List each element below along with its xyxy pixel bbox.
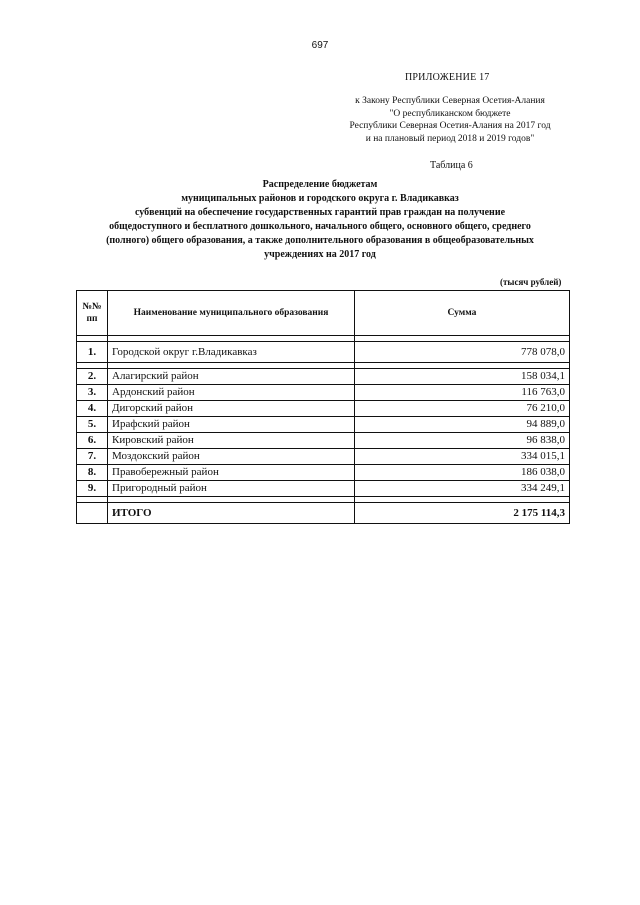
header-name: Наименование муниципального образования <box>108 291 355 336</box>
row-num: 5. <box>77 417 108 433</box>
appendix-title: ПРИЛОЖЕНИЕ 17 <box>405 72 490 83</box>
table-row <box>77 385 570 401</box>
table-header-row <box>77 291 570 336</box>
row-num: 3. <box>77 385 108 401</box>
row-sum: 186 038,0 <box>355 465 570 481</box>
header-sum: Сумма <box>355 291 570 336</box>
row-name: Городской округ г.Владикавказ <box>108 342 355 363</box>
table-row <box>77 465 570 481</box>
row-sum: 334 015,1 <box>355 449 570 465</box>
row-num: 6. <box>77 433 108 449</box>
table-row <box>77 481 570 497</box>
title-line: учреждениях на 2017 год <box>264 249 376 260</box>
row-name: Алагирский район <box>108 369 355 385</box>
title-line: (полного) общего образования, а также дополнительного образования в общеобразовательных <box>106 235 534 246</box>
table-number: Таблица 6 <box>430 160 473 171</box>
row-name: Правобережный район <box>108 465 355 481</box>
table-row <box>77 449 570 465</box>
total-label: ИТОГО <box>108 503 355 524</box>
units-label: (тысяч рублей) <box>500 277 562 287</box>
row-name: Дигорский район <box>108 401 355 417</box>
row-num: 4. <box>77 401 108 417</box>
row-num: 2. <box>77 369 108 385</box>
row-name: Ирафский район <box>108 417 355 433</box>
law-reference <box>330 95 570 145</box>
row-num: 7. <box>77 449 108 465</box>
total-sum: 2 175 114,3 <box>355 503 570 524</box>
page-number: 697 <box>311 40 329 51</box>
table-total-row <box>77 503 570 524</box>
row-sum: 334 249,1 <box>355 481 570 497</box>
title-line: муниципальных районов и городского округа г. Владикавказ <box>181 193 459 204</box>
row-name: Кировский район <box>108 433 355 449</box>
row-sum: 778 078,0 <box>355 342 570 363</box>
row-sum: 158 034,1 <box>355 369 570 385</box>
law-reference-line: и на плановый период 2018 и 2019 годов" <box>365 133 535 144</box>
subvention-table <box>76 290 570 524</box>
row-sum: 96 838,0 <box>355 433 570 449</box>
row-sum: 116 763,0 <box>355 385 570 401</box>
header-num: №№ пп <box>77 291 108 336</box>
title-line: субвенций на обеспечение государственных гарантий прав граждан на получение <box>134 207 506 218</box>
title-line: общедоступного и бесплатного дошкольного, начального общего, основного общего, среднего <box>109 221 531 232</box>
document-title <box>70 178 570 262</box>
law-reference-line: Республики Северная Осетия-Алания на 2017 год <box>349 121 551 131</box>
table-row <box>77 369 570 385</box>
title-line: Распределение бюджетам <box>262 179 378 190</box>
table-row <box>77 342 570 363</box>
total-num <box>77 503 108 524</box>
law-reference-line: к Закону Республики Северная Осетия-Алания <box>355 96 545 106</box>
row-sum: 94 889,0 <box>355 417 570 433</box>
row-num: 9. <box>77 481 108 497</box>
row-num: 1. <box>77 342 108 363</box>
row-name: Моздокский район <box>108 449 355 465</box>
row-sum: 76 210,0 <box>355 401 570 417</box>
table-row <box>77 417 570 433</box>
row-name: Пригородный район <box>108 481 355 497</box>
table-row <box>77 433 570 449</box>
table-row <box>77 401 570 417</box>
law-reference-line: "О республиканском бюджете <box>389 108 511 119</box>
row-num: 8. <box>77 465 108 481</box>
row-name: Ардонский район <box>108 385 355 401</box>
